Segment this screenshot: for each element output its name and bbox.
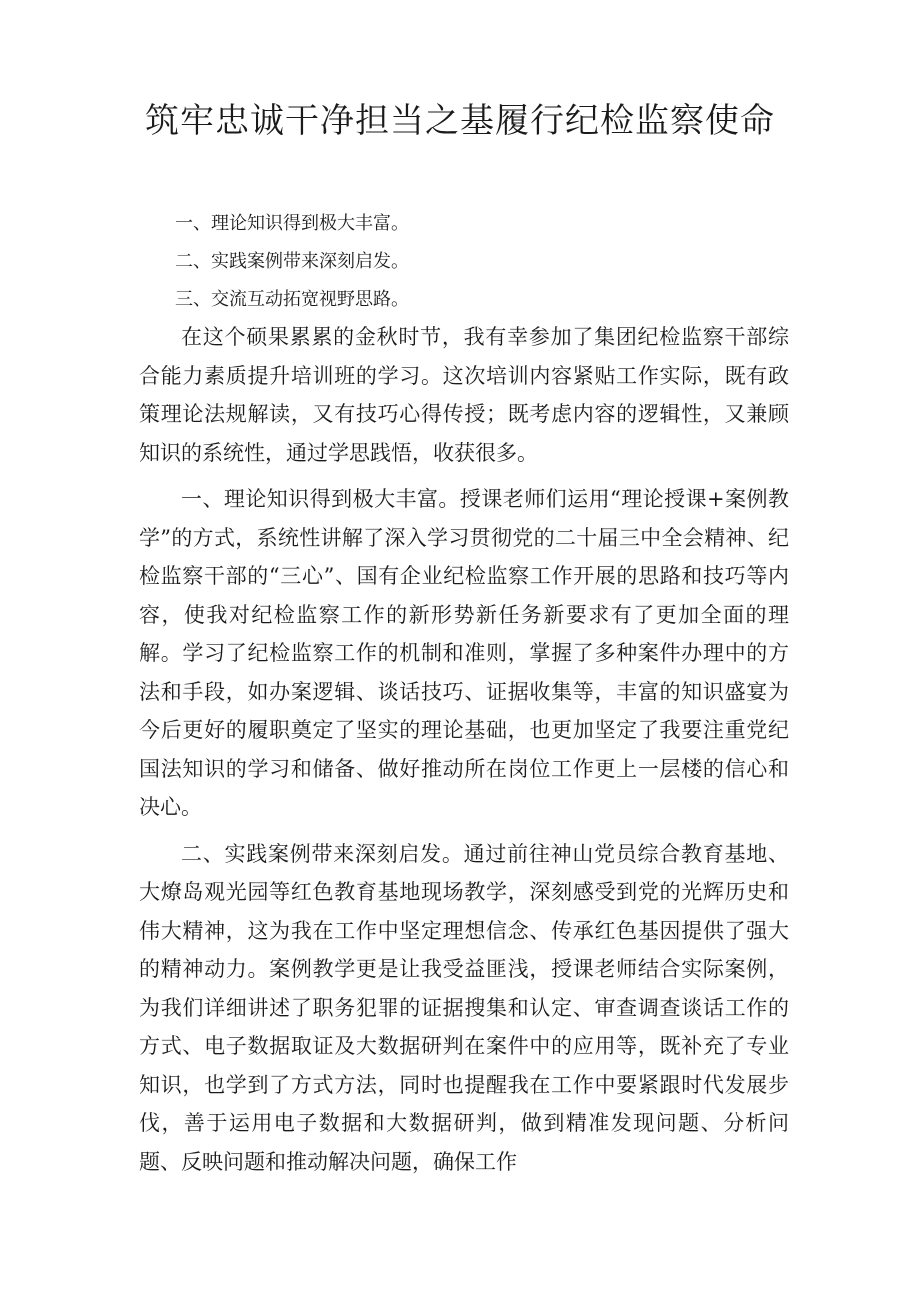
outline-item: 二、实践案例带来深刻启发。 [175, 251, 409, 272]
paragraph-intro: 在这个硕果累累的金秋时节，我有幸参加了集团纪检监察干部综合能力素质提升培训班的学习。这次培训内容紧贴工作实际，既有政策理论法规解读，又有技巧心得传授；既考虑内容的逻辑性，又兼顾知识的系统性，通过学思践悟，收获很多。 [139, 325, 789, 465]
paragraph-theory: 一、理论知识得到极大丰富。授课老师们运用“理论授课+案例教学”的方式，系统性讲解了深入学习贯彻党的二十届三中全会精神、纪检监察干部的“三心”、国有企业纪检监察工作开展的思路和技巧等内容，使我对纪检监察工作的新形势新任务新要求有了更加全面的理解。学习了纪检监察工作的机制和准则，掌握了多种案件办理中的方法和手段，如办案逻辑、谈话技巧、证据收集等，丰富的知识盛宴为今后更好的履职奠定了坚实的理论基础，也更加坚定了我要注重党纪国法知识的学习和储备、做好推动所在岗位工作更上一层楼的信心和决心。 [139, 487, 789, 819]
outline-item: 三、交流互动拓宽视野思路。 [175, 289, 409, 310]
paragraph-practice: 二、实践案例带来深刻启发。通过前往神山党员综合教育基地、大燎岛观光园等红色教育基地现场教学，深刻感受到党的光辉历史和伟大精神，这为我在工作中坚定理想信念、传承红色基因提供了强大的精神动力。案例教学更是让我受益匪浅，授课老师结合实际案例，为我们详细讲述了职务犯罪的证据搜集和认定、审查调查谈话工作的方式、电子数据取证及大数据研判在案件中的应用等，既补充了专业知识，也学到了方式方法，同时也提醒我在工作中要紧跟时代发展步伐，善于运用电子数据和大数据研判，做到精准发现问题、分析问题、反映问题和推动解决问题，确保工作 [139, 841, 789, 1174]
body-text [139, 318, 789, 1189]
outline-list [175, 205, 409, 319]
outline-item: 一、理论知识得到极大丰富。 [175, 213, 409, 234]
document-title: 筑牢忠诚干净担当之基履行纪检监察使命 [145, 101, 775, 141]
